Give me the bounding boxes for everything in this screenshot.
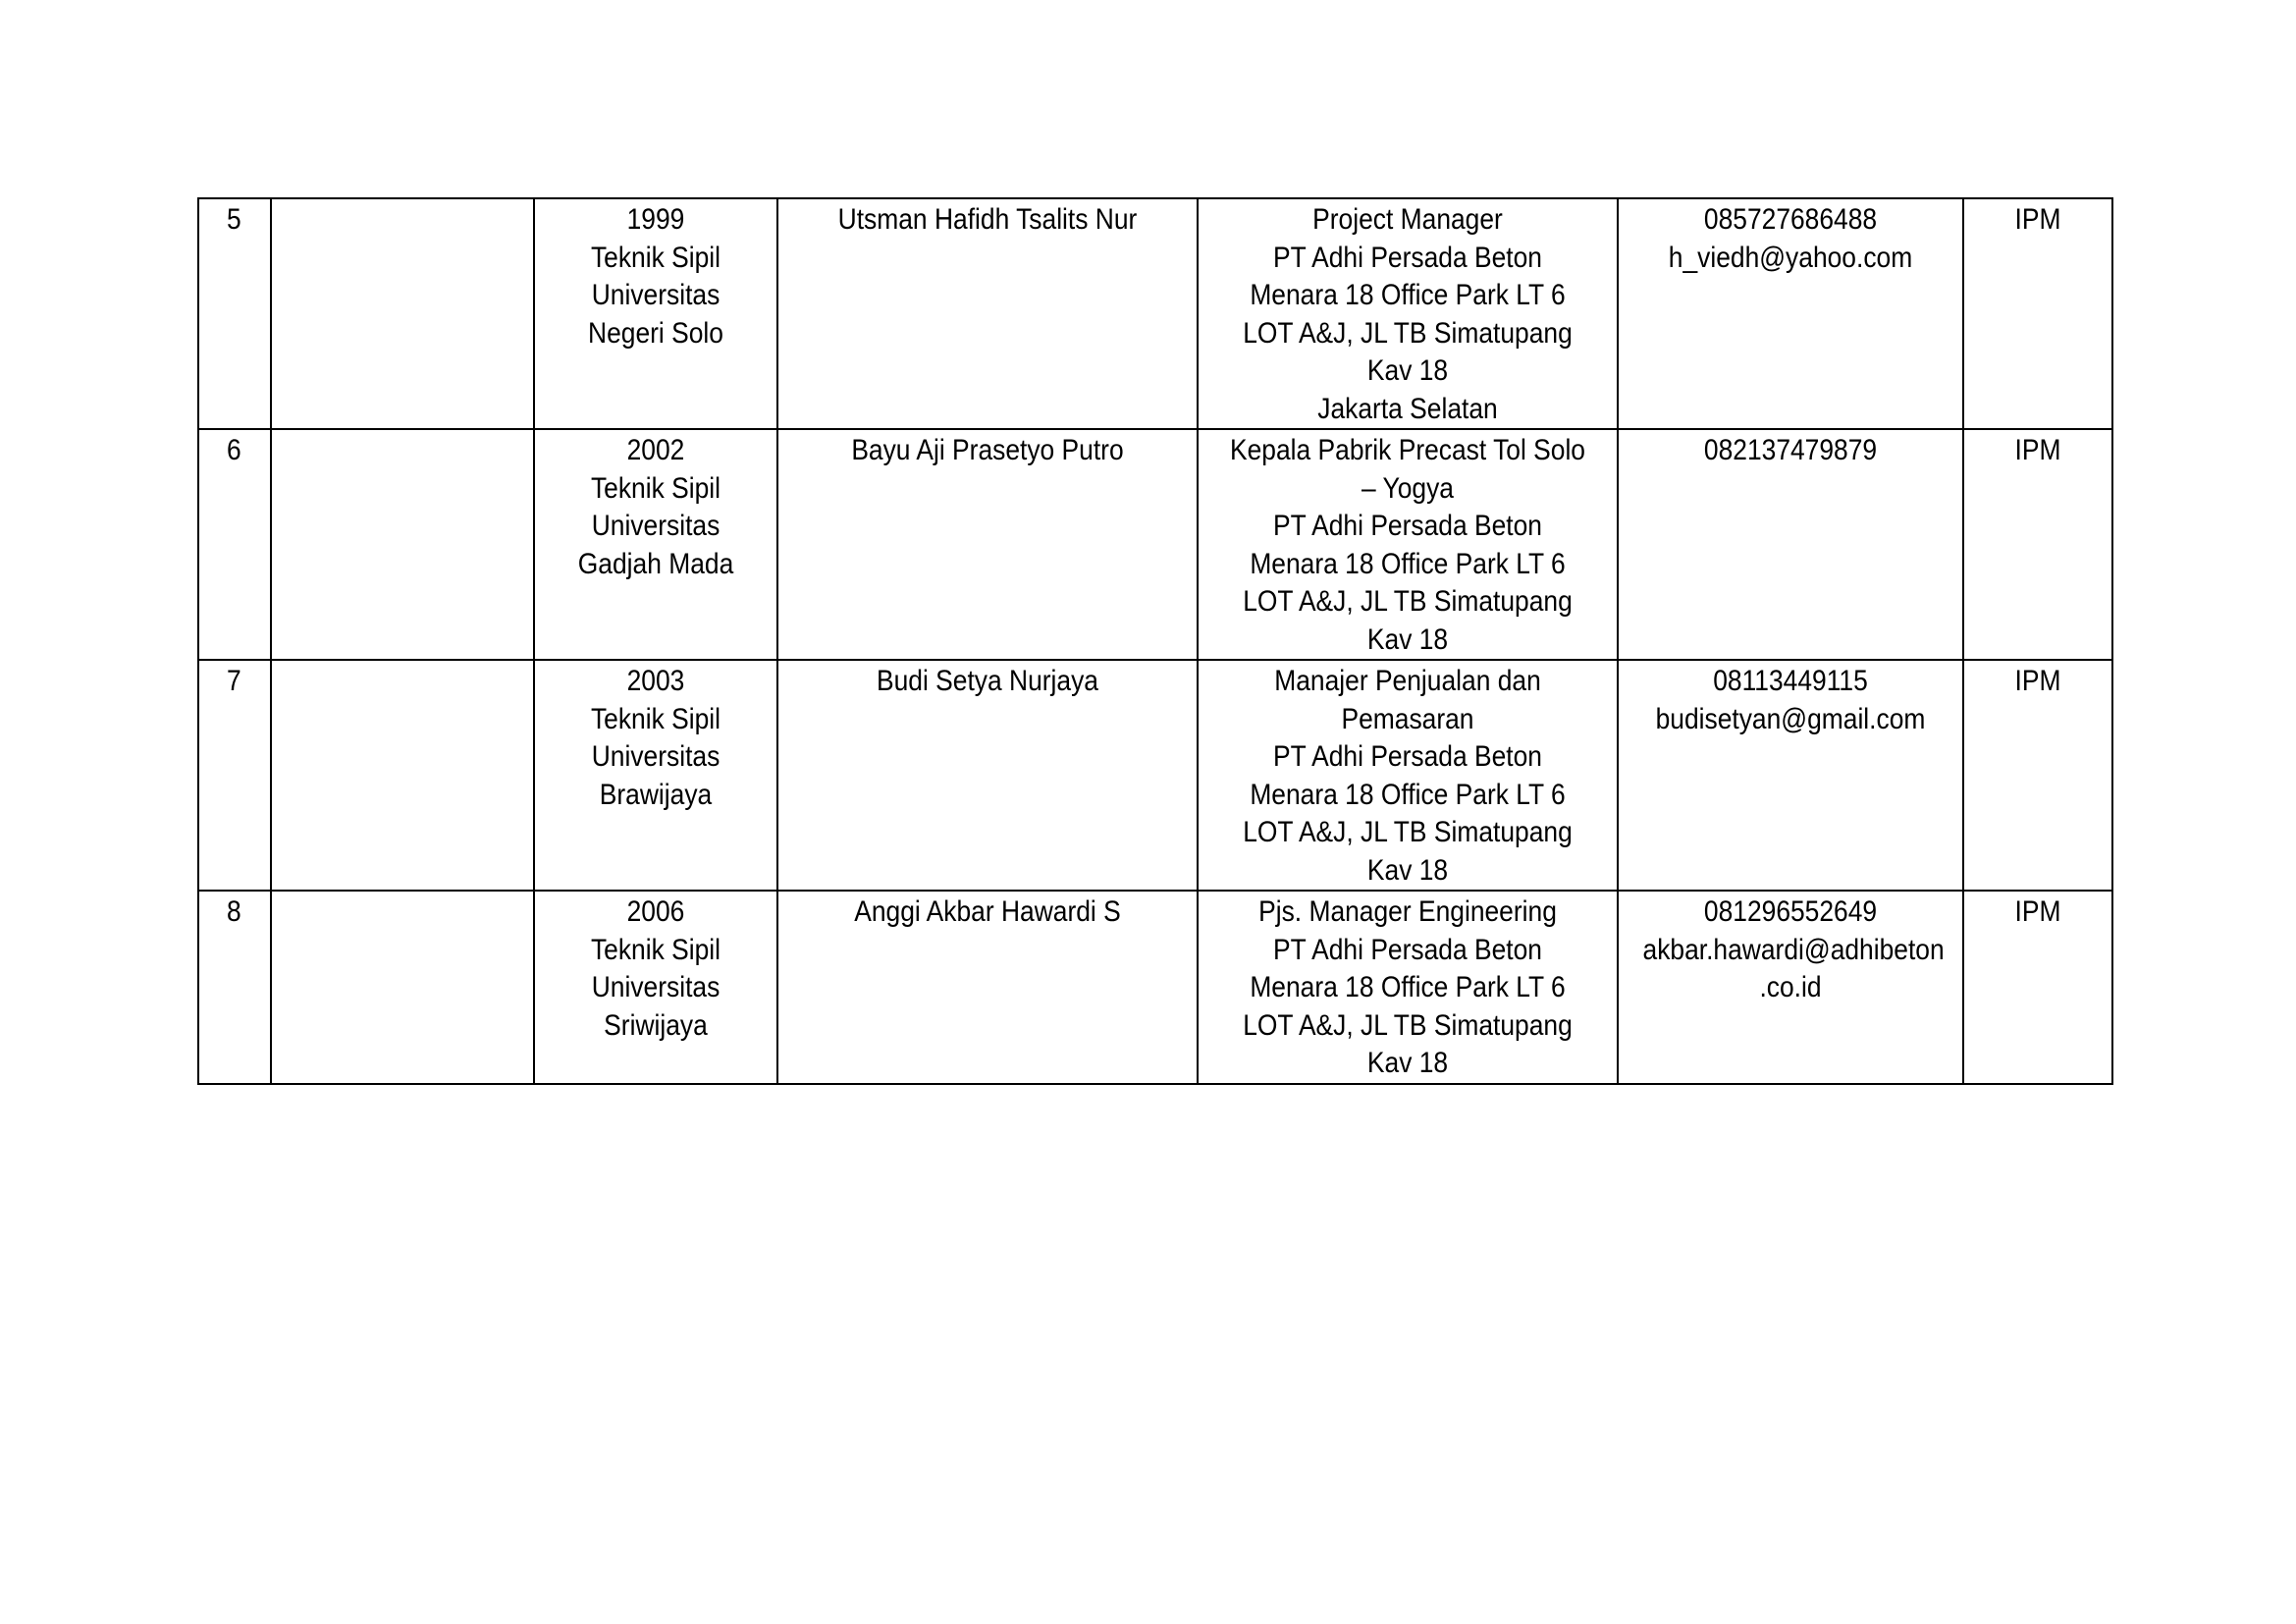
position-line: – Yogya xyxy=(1362,471,1454,505)
study-program: Teknik Sipil xyxy=(590,933,721,966)
position-line: Pemasaran xyxy=(1341,702,1474,735)
position-line: Menara 18 Office Park LT 6 xyxy=(1250,971,1566,1003)
university-line: Sriwijaya xyxy=(604,1008,708,1042)
position-line: PT Adhi Persada Beton xyxy=(1273,740,1542,773)
email-address: akbar.hawardi@adhibeton xyxy=(1642,933,1945,966)
position-line: PT Adhi Persada Beton xyxy=(1273,510,1542,542)
table-row xyxy=(198,198,2112,429)
position-line: LOT A&J, JL TB Simatupang xyxy=(1243,585,1573,618)
blank-cell xyxy=(271,429,534,660)
position-line: LOT A&J, JL TB Simatupang xyxy=(1243,1008,1573,1042)
member-name: Utsman Hafidh Tsalits Nur xyxy=(837,203,1138,236)
contact-cell xyxy=(1618,429,1963,660)
row-number-cell xyxy=(198,198,271,429)
position-line: Kav 18 xyxy=(1366,354,1449,387)
membership-cell xyxy=(1963,660,2112,891)
university-line: Universitas xyxy=(591,279,721,311)
position-line: Kepala Pabrik Precast Tol Solo xyxy=(1230,434,1585,466)
contact-cell xyxy=(1618,891,1963,1084)
name-cell xyxy=(777,198,1198,429)
phone-number: 08113449115 xyxy=(1713,665,1868,697)
graduation-year: 2003 xyxy=(626,665,685,697)
membership-cell xyxy=(1963,198,2112,429)
position-line: Menara 18 Office Park LT 6 xyxy=(1250,279,1566,311)
university-line: Universitas xyxy=(591,510,721,542)
education-cell xyxy=(534,198,777,429)
education-cell xyxy=(534,891,777,1084)
position-cell xyxy=(1198,891,1618,1084)
university-line: Negeri Solo xyxy=(588,316,723,350)
education-cell xyxy=(534,429,777,660)
row-number: 8 xyxy=(227,895,241,928)
position-cell xyxy=(1198,660,1618,891)
member-name: Budi Setya Nurjaya xyxy=(877,665,1098,697)
position-line: Kav 18 xyxy=(1366,853,1449,887)
row-number-cell xyxy=(198,660,271,891)
membership-label: IPM xyxy=(2014,434,2061,466)
name-cell xyxy=(777,429,1198,660)
contact-cell xyxy=(1618,198,1963,429)
study-program: Teknik Sipil xyxy=(590,471,721,505)
position-line: Project Manager xyxy=(1312,203,1503,236)
university-line: Gadjah Mada xyxy=(577,547,734,580)
membership-cell xyxy=(1963,891,2112,1084)
phone-number: 085727686488 xyxy=(1703,203,1878,236)
graduation-year: 1999 xyxy=(626,203,685,236)
position-line: LOT A&J, JL TB Simatupang xyxy=(1243,816,1573,848)
position-line: Kav 18 xyxy=(1366,623,1449,656)
email-address: h_viedh@yahoo.com xyxy=(1668,241,1913,274)
table-row xyxy=(198,429,2112,660)
position-line: PT Adhi Persada Beton xyxy=(1273,241,1542,274)
study-program: Teknik Sipil xyxy=(590,702,721,735)
membership-label: IPM xyxy=(2014,203,2061,236)
phone-number: 082137479879 xyxy=(1703,434,1878,466)
blank-cell xyxy=(271,891,534,1084)
graduation-year: 2006 xyxy=(626,895,685,928)
position-line: Manajer Penjualan dan xyxy=(1274,665,1541,697)
membership-label: IPM xyxy=(2014,895,2061,928)
membership-label: IPM xyxy=(2014,665,2061,697)
member-table xyxy=(197,197,2113,1085)
position-line: LOT A&J, JL TB Simatupang xyxy=(1243,316,1573,350)
member-name: Anggi Akbar Hawardi S xyxy=(854,895,1121,928)
position-line: PT Adhi Persada Beton xyxy=(1273,933,1542,966)
position-cell xyxy=(1198,429,1618,660)
university-line: Brawijaya xyxy=(599,778,713,811)
membership-cell xyxy=(1963,429,2112,660)
row-number: 6 xyxy=(227,434,241,466)
university-line: Universitas xyxy=(591,971,721,1003)
graduation-year: 2002 xyxy=(626,434,685,466)
row-number-cell xyxy=(198,891,271,1084)
email-address: budisetyan@gmail.com xyxy=(1655,702,1926,735)
university-line: Universitas xyxy=(591,740,721,773)
name-cell xyxy=(777,660,1198,891)
row-number: 7 xyxy=(227,665,241,697)
position-line: Pjs. Manager Engineering xyxy=(1258,895,1557,928)
row-number: 5 xyxy=(227,203,241,236)
name-cell xyxy=(777,891,1198,1084)
email-address-continued: .co.id xyxy=(1759,971,1822,1003)
table-row xyxy=(198,660,2112,891)
member-name: Bayu Aji Prasetyo Putro xyxy=(851,434,1124,466)
study-program: Teknik Sipil xyxy=(590,241,721,274)
blank-cell xyxy=(271,198,534,429)
position-line: Jakarta Selatan xyxy=(1317,392,1498,425)
row-number-cell xyxy=(198,429,271,660)
table-row xyxy=(198,891,2112,1084)
position-line: Kav 18 xyxy=(1366,1047,1449,1079)
position-line: Menara 18 Office Park LT 6 xyxy=(1250,547,1566,580)
contact-cell xyxy=(1618,660,1963,891)
blank-cell xyxy=(271,660,534,891)
education-cell xyxy=(534,660,777,891)
phone-number: 081296552649 xyxy=(1703,895,1878,928)
position-cell xyxy=(1198,198,1618,429)
position-line: Menara 18 Office Park LT 6 xyxy=(1250,778,1566,811)
